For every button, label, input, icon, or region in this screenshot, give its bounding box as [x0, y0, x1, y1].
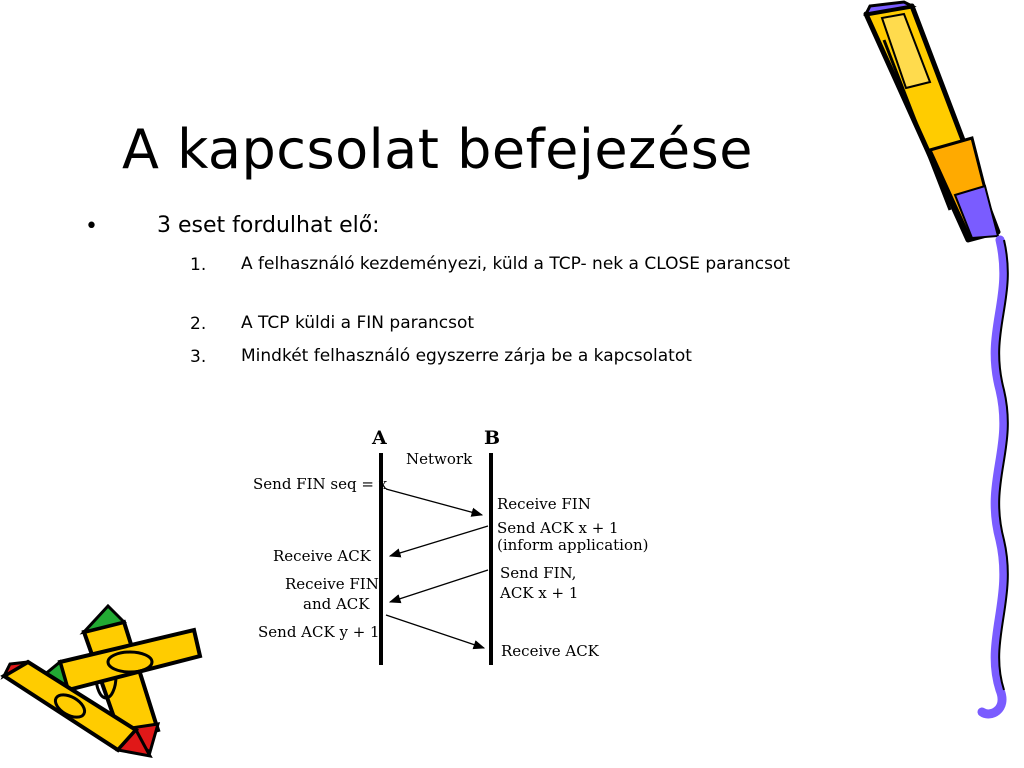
- list-item-number: 1.: [190, 255, 207, 275]
- and-ack-label: and ACK: [303, 595, 370, 613]
- send-fin-b-label: Send FIN,: [500, 564, 577, 582]
- pencil-icon: [866, 2, 998, 240]
- receive-ack-label: Receive ACK: [273, 547, 371, 565]
- send-fin-label: Send FIN seq = x: [253, 475, 388, 493]
- slide-title: A kapcsolat befejezése: [122, 118, 753, 181]
- host-a-label: A: [372, 427, 387, 449]
- network-label: Network: [406, 450, 473, 468]
- send-ack-b-label: Send ACK x + 1: [497, 519, 619, 537]
- list-item-number: 3.: [190, 347, 207, 367]
- host-b-label: B: [484, 427, 501, 449]
- list-item-text: A felhasználó kezdeményezi, küld a TCP- nek a CLOSE parancsot: [241, 254, 791, 274]
- send-ack-label: Send ACK y + 1: [258, 623, 380, 641]
- receive-fin-b-label: Receive FIN: [497, 495, 591, 513]
- receive-ack-b-label: Receive ACK: [501, 642, 599, 660]
- bullet-main: 3 eset fordulhat elő:: [157, 213, 380, 238]
- list-item-text: A TCP küldi a FIN parancsot: [241, 313, 475, 333]
- list-item-text: Mindkét felhasználó egyszerre zárja be a kapcsolatot: [241, 346, 692, 366]
- list-item-number: 2.: [190, 314, 207, 334]
- receive-fin-label: Receive FIN: [285, 575, 379, 593]
- bullet-dot: •: [85, 214, 98, 239]
- inform-app-label: (inform application): [497, 536, 649, 554]
- ack-x-label: ACK x + 1: [500, 584, 579, 602]
